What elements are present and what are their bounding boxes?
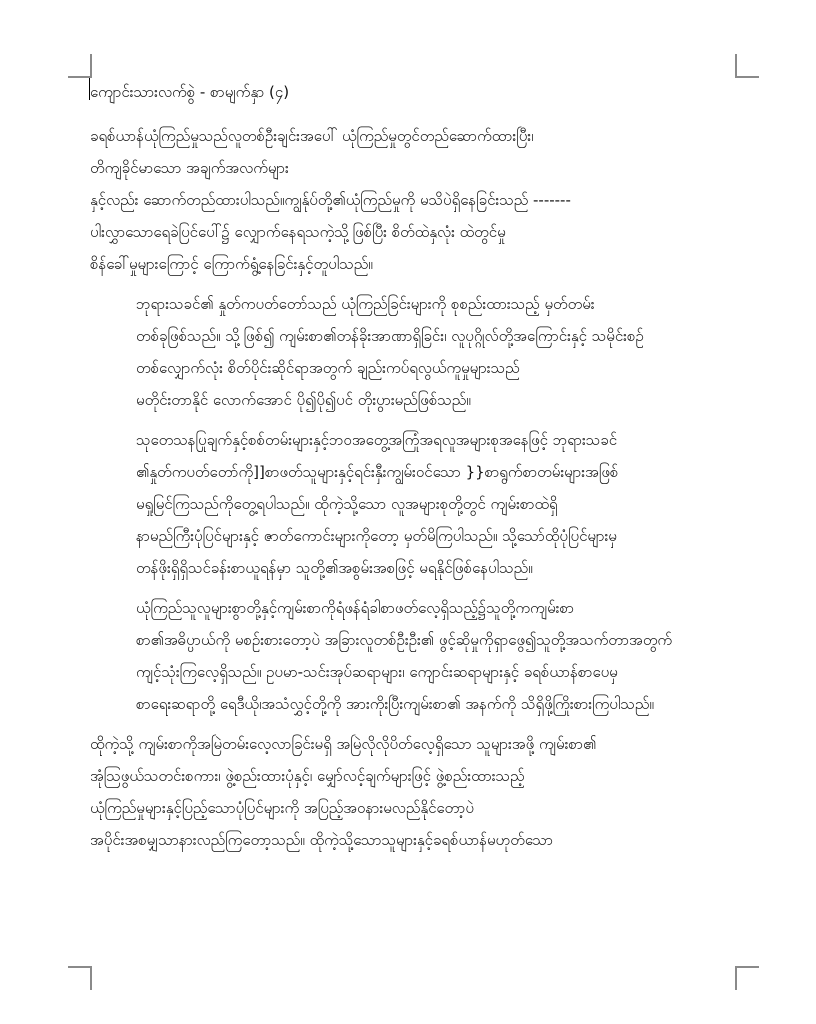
text-line: ယုံကြည်မှုများနှင့်ပြည့်သောပုံပြင်များကို အပြည့်အဝနားမလည်နိုင်တော့ပဲ	[90, 799, 474, 817]
text-line: အပိုင်းအစမျှသာနားလည်ကြတော့သည်။ ထိုကဲ့သို့သောသူများနှင့်ခရစ်ယာန်မဟုတ်သော	[90, 831, 554, 849]
text-line: ထိုကဲ့သို့ ကျမ်းစာကိုအမြဲတမ်းလေ့လာခြင်းမရှိ အမြဲလိုလိုပိတ်လေ့ရှိသော သူများအဖို့ ကျမ်းစာ၏	[90, 735, 597, 753]
text-line: အုံသြဖွယ်သတင်းစကား၊ ဖွဲ့စည်းထားပုံနှင့်၊ မျှော်လင့်ချက်များဖြင့် ဖွဲ့စည်းထားသည့်	[90, 767, 525, 785]
text-line: ခရစ်ယာန်ယုံကြည်မှုသည်လူတစ်ဦးချင်းအပေါ် ယုံကြည်မှုတွင်တည်ဆောက်ထားပြီး၊	[90, 127, 534, 145]
paragraph	[90, 728, 740, 856]
crop-mark-top-left	[68, 54, 92, 78]
text-line: မရှုမြင်ကြသည်ကိုတွေ့ရပါသည်။ ထိုကဲ့သို့သော လူအများစုတို့တွင် ကျမ်းစာထဲရှိ	[136, 495, 558, 513]
text-line: စိန်ခေါ်မှုများကြောင့် ကြောက်ရွံ့နေခြင်းနှင့်တူပါသည်။	[90, 255, 373, 273]
text-line: ဘုရားသခင်၏ နှုတ်ကပတ်တော်သည် ယုံကြည်ခြင်းများကို စုစည်းထားသည့် မှတ်တမ်း	[136, 295, 595, 313]
text-line: စာရေးဆရာတို့ ရေဒီယို၊အသံလွှင့်တို့ကို အားကိုးပြီးကျမ်းစာ၏ အနက်ကို သိရှိဖို့ကြိုးစားကြပါသည်။	[136, 695, 654, 713]
text-line: နာမည်ကြီးပုံပြင်များနှင့် ဇာတ်ကောင်းများကိုတော့ မှတ်မိကြပါသည်။ သို့သော်ထိုပုံပြင်များမှ	[136, 527, 617, 545]
paragraph	[90, 120, 740, 280]
paragraph	[90, 424, 740, 584]
text-line: တိကျခိုင်မာသော အချက်အလက်များ	[90, 159, 289, 177]
text-line: တန်ဖိုးရှိရှိသင်ခန်းစာယူရန်မှာ သူတို့၏အစွမ်းအစဖြင့် မရနိုင်ဖြစ်နေပါသည်။	[136, 559, 533, 577]
paragraph	[90, 288, 740, 416]
text-line: ကျင့်သုံးကြလေ့ရှိသည်။ ဥပမာ-သင်းအုပ်ဆရာများ၊ ကျောင်းဆရာများနှင့် ခရစ်ယာန်စာပေမှ	[136, 663, 618, 681]
document-body[interactable]	[90, 76, 740, 864]
text-line: ယုံကြည်သူလူများစွာတို့နှင့်ကျမ်းစာကိုရံဖန်ရံခါစာဖတ်လေ့ရှိသည့်၌သူတို့ကကျမ်းစာ	[136, 599, 575, 617]
text-line: ၏နှုတ်ကပတ်တော်ကို]]စာဖတ်သူများနှင့်ရင်းနှီးကျွမ်းဝင်သော }}စာရွက်စာတမ်းများအဖြစ်	[136, 463, 619, 481]
document-title: ကျောင်းသားလက်စွဲ - စာမျက်နှာ (၄)	[90, 83, 290, 101]
text-line: သုတေသနပြုချက်နှင့်စစ်တမ်းများနှင့်ဘဝအတွေ့အကြုံအရလူအများစုအနေဖြင့် ဘုရားသခင်	[136, 431, 618, 449]
paragraph-list	[90, 120, 740, 856]
text-line: စာ၏အဓိပ္ပာယ်ကို မစဉ်းစားတော့ပဲ အခြားလူတစ်ဦးဦး၏ ဖွင့်ဆိုမှုကိုရှာဖွေ၍သူတို့အသက်တာအတွက်	[136, 631, 673, 649]
crop-mark-bottom-left	[68, 966, 92, 990]
text-line: ပါးလွှာသောရေခဲပြင်ပေါ်၌ လျှောက်နေရသကဲ့သို့ဖြစ်ပြီး စိတ်ထဲနှလုံး ထဲတွင်မှု	[90, 223, 506, 241]
crop-mark-bottom-right	[735, 966, 759, 990]
text-line: နှင့်လည်း ဆောက်တည်ထားပါသည်။ကျွန်ုပ်တို့၏ယုံကြည်မှုကို မသိပဲရှိနေခြင်းသည် -------	[90, 191, 571, 209]
paragraph	[90, 592, 740, 720]
crop-mark-top-right	[735, 54, 759, 78]
text-line: တစ်ခုဖြစ်သည်။ သို့ဖြစ်၍ ကျမ်းစာ၏တန်ခိုးအာဏာရှိခြင်း၊ လူပုဂ္ဂိုလ်တို့အကြောင်းနှင့် သမိုင်းစဉ်	[136, 327, 644, 345]
text-line: မတိုင်းတာနိုင် လောက်အောင် ပို၍ပို၍ပင် တိုးပွားမည်ဖြစ်သည်။	[136, 391, 471, 409]
text-line: တစ်လျှောက်လုံး စိတ်ပိုင်းဆိုင်ရာအတွက် ချည်းကပ်ရလွယ်ကူမှုများသည်	[136, 359, 520, 377]
